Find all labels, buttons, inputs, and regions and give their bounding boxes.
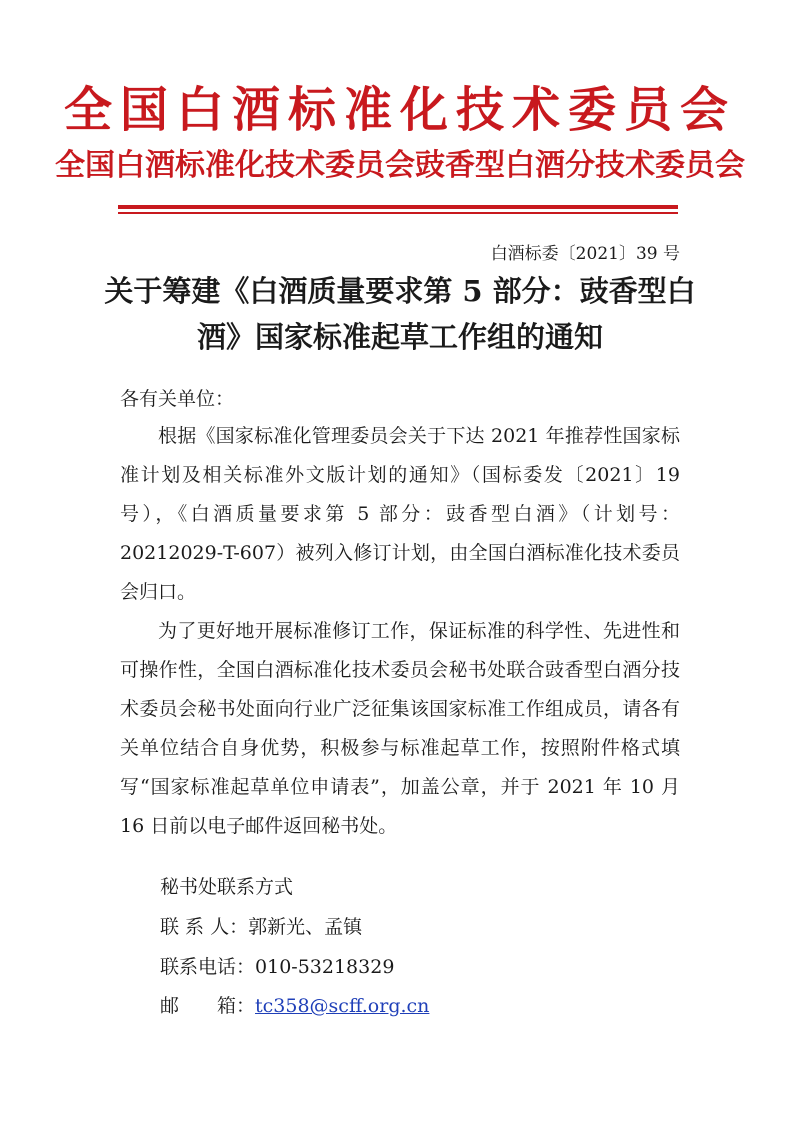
contact-person-value: 郭新光、孟镇 — [248, 916, 363, 938]
contact-phone-row — [160, 952, 394, 982]
letterhead-org-secondary: 全国白酒标准化技术委员会豉香型白酒分技术委员会 — [55, 148, 745, 183]
contact-phone-label: 联系电话： — [160, 956, 256, 978]
contact-person-row — [160, 912, 362, 942]
letterhead-org-primary: 全国白酒标准化技术委员会 — [63, 82, 736, 138]
contact-email-link[interactable]: tc358@scff.org.cn — [255, 995, 430, 1017]
contact-person-label: 联 系 人： — [160, 916, 249, 938]
document-title: 关于筹建《白酒质量要求第 5 部分：豉香型白酒》国家标准起草工作组的通知 — [104, 274, 696, 354]
contact-phone-value: 010-53218329 — [255, 956, 395, 978]
body-paragraph-2: 为了更好地开展标准修订工作，保证标准的科学性、先进性和可操作性，全国白酒标准化技术委员会秘书处联合豉香型白酒分技术委员会秘书处面向行业广泛征集该国家标准工作组成员，请各有关单位结合自身优势，积极参与标准起草工作，按照附件格式填写“国家标准起草单位申请表”，加盖公章，并于 2021 年 10 月 16 日前以电子邮件返回秘书处。 — [120, 620, 680, 837]
contact-heading: 秘书处联系方式 — [160, 876, 294, 898]
body-paragraph-1: 根据《国家标准化管理委员会关于下达 2021 年推荐性国家标准计划及相关标准外文版计划的通知》（国标委发〔2021〕19 号），《白酒质量要求第 5 部分：豉香型白酒》（计划号：20212029-T-607）被列入修订计划，由全国白酒标准化技术委员会归口。 — [120, 425, 680, 603]
letterhead-rule-thin — [118, 212, 678, 214]
contact-email-row — [160, 991, 429, 1021]
salutation: 各有关单位： — [120, 388, 235, 410]
letterhead-rule-thick — [118, 205, 678, 209]
document-number: 白酒标委〔2021〕39 号 — [490, 244, 680, 264]
contact-email-label: 邮 箱： — [160, 995, 256, 1017]
